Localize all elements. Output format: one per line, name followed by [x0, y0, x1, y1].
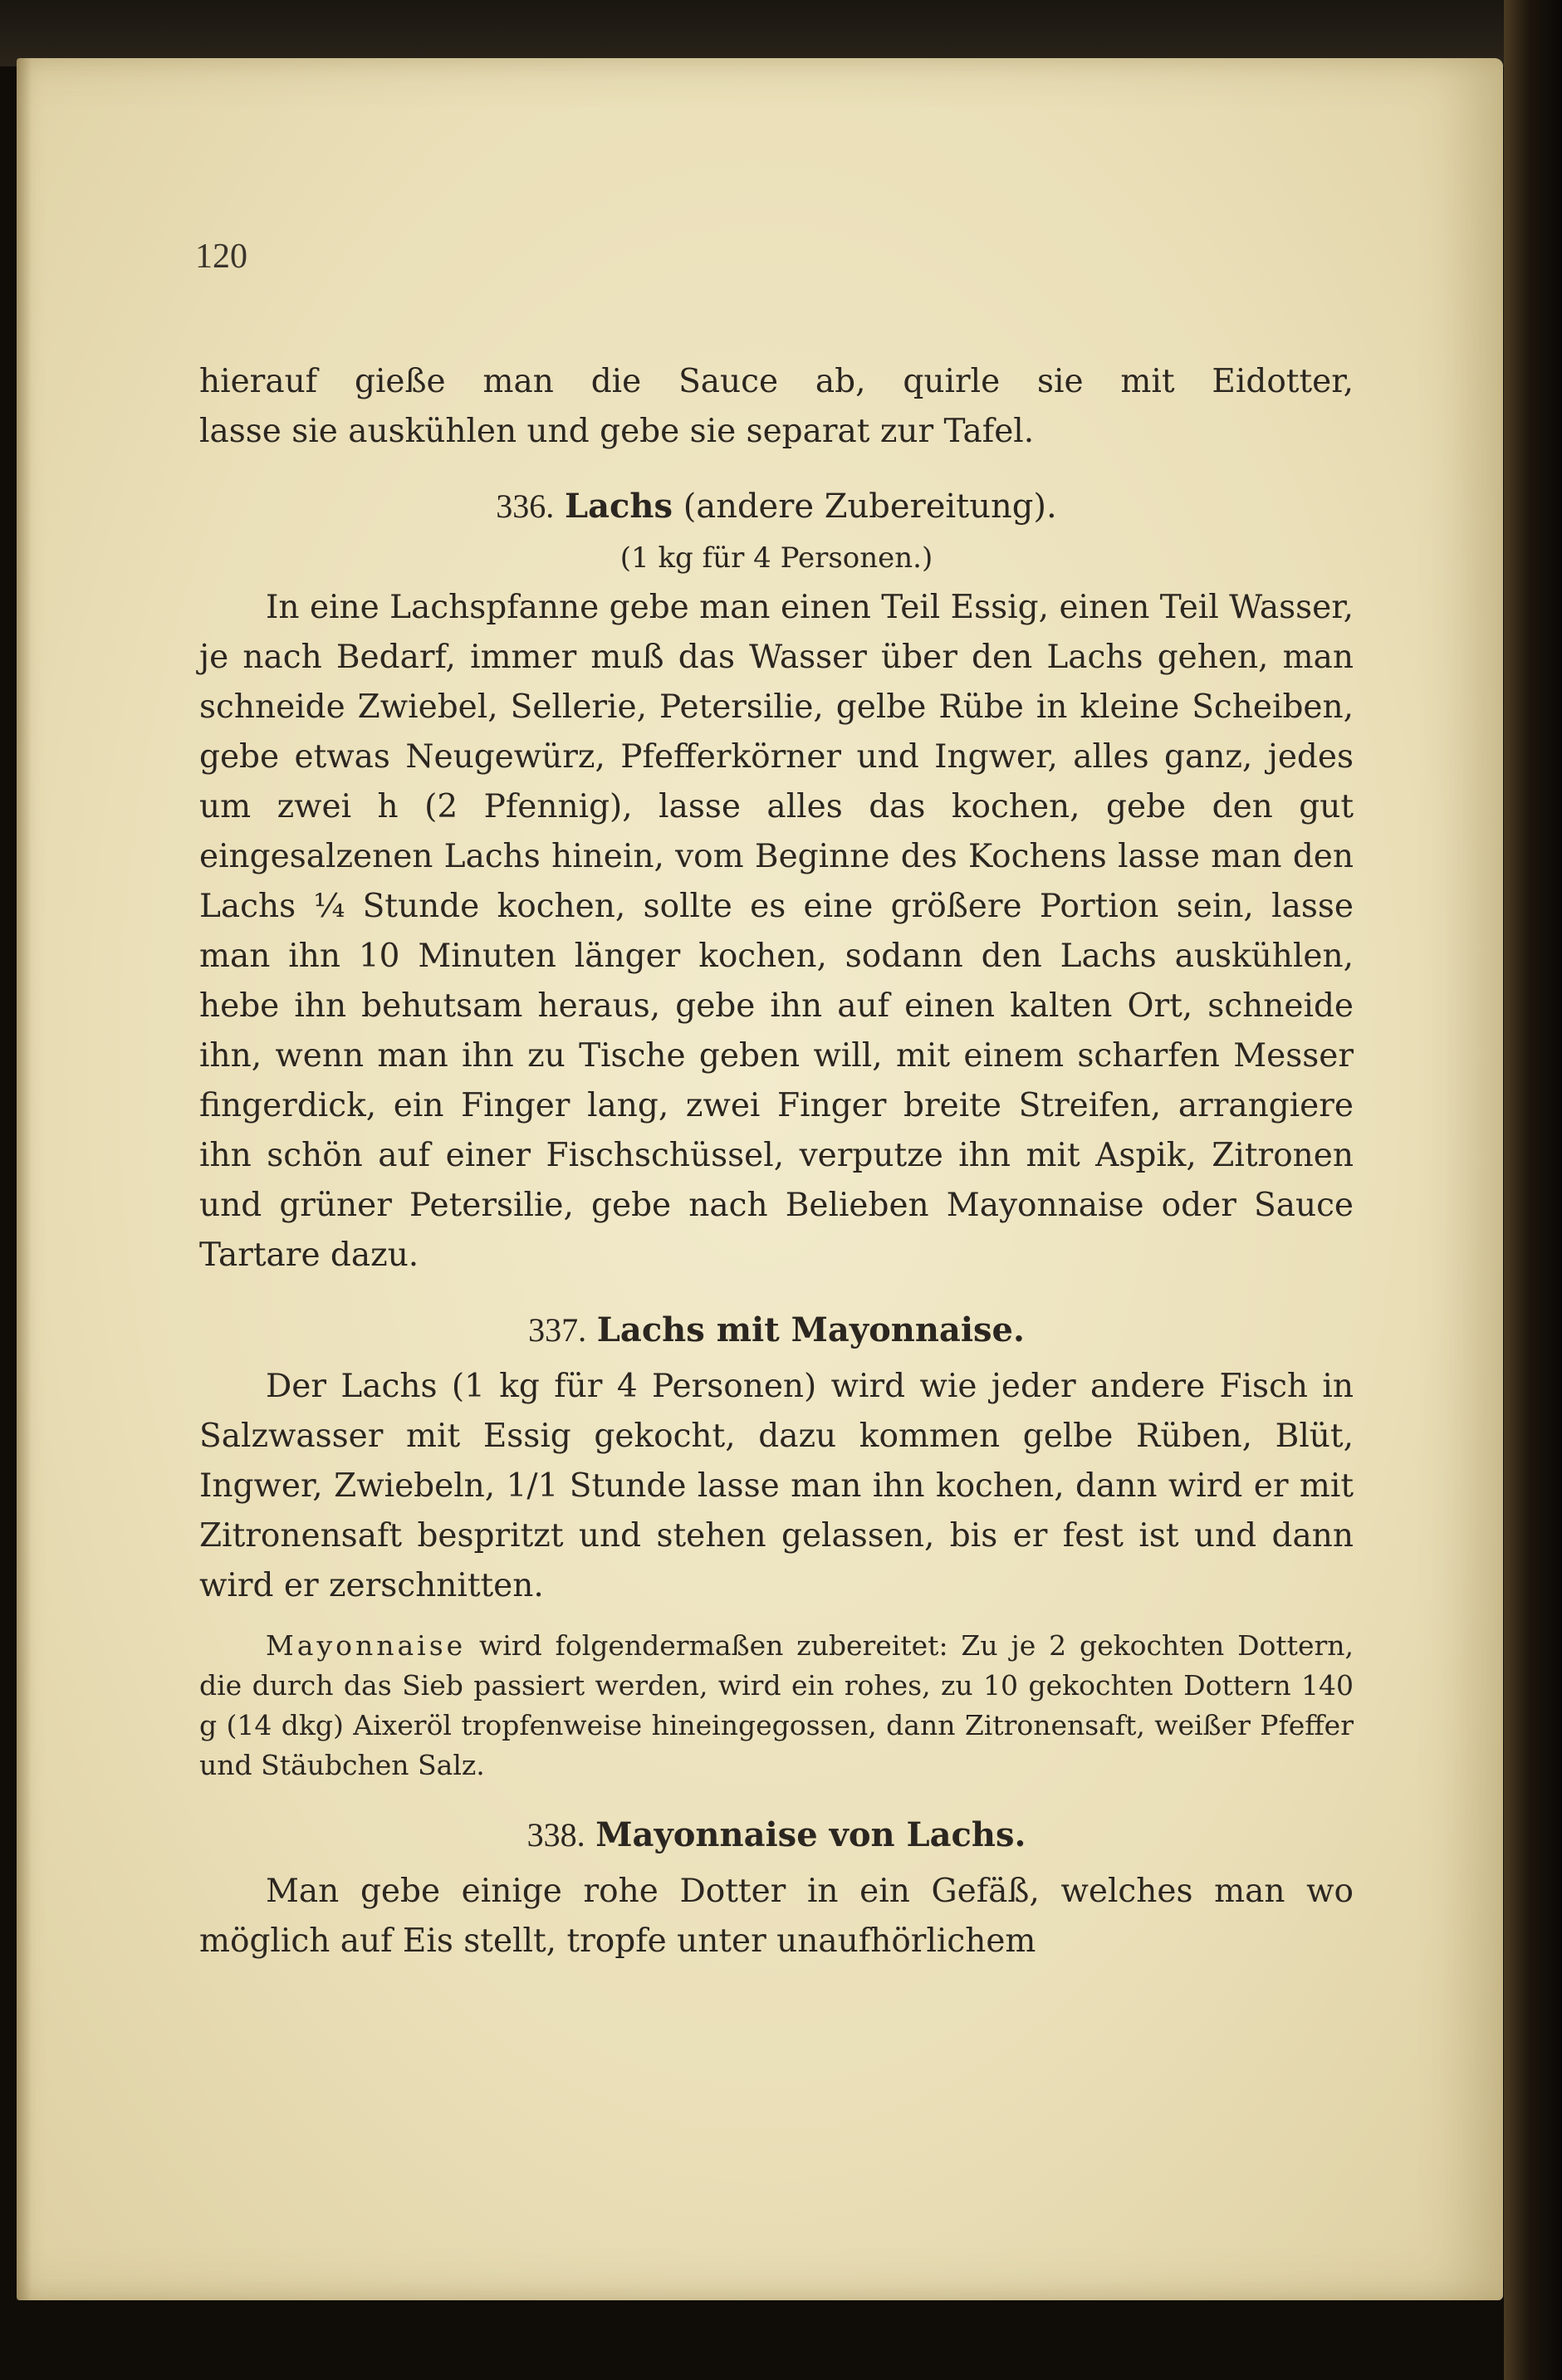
recipe-338-number: 338. — [526, 1816, 585, 1854]
mayonnaise-note-lead: Mayonnaise — [266, 1629, 467, 1662]
recipe-337-title: Lachs mit Mayonnaise. — [596, 1310, 1025, 1349]
intro-line-1: hierauf gieße man die Sauce ab, quirle sie mit Eidotter, — [199, 363, 1354, 400]
book-spine — [1504, 0, 1562, 2380]
recipe-336-title-note: (andere Zubereitung). — [683, 487, 1057, 526]
recipe-336-title: Lachs — [565, 487, 673, 526]
recipe-337-heading — [199, 1305, 1354, 1355]
recipe-336-number: 336. — [496, 487, 555, 525]
scan-background — [0, 0, 1562, 66]
recipe-336-body: In eine Lachspfanne gebe man einen Teil Essig, einen Teil Wasser, je nach Bedarf, immer muß das Wasser über den Lachs gehen, man schneide Zwiebel, Sellerie, Petersilie, gelbe Rübe in kleine Scheiben, gebe etwas Neugewürz, Pfefferkörner und Ingwer, alles ganz, jedes um zwei h (2 Pfennig), lasse alles das kochen, gebe den gut eingesalzenen Lachs hinein, vom Beginne des Kochens lasse man den Lachs ¼ Stunde kochen, sollte es eine größere Portion sein, lasse man ihn 10 Minuten länger kochen, sodann den Lachs auskühlen, hebe ihn behutsam heraus, gebe ihn auf einen kalten Ort, schneide ihn, wenn man ihn zu Tische geben will, mit einem scharfen Messer fingerdick, ein Finger lang, zwei Finger breite Streifen, arrangiere ihn schön auf einer Fischschüssel, verputze ihn mit Aspik, Zitronen und grüner Petersilie, gebe nach Belieben Mayonnaise oder Sauce Tartare dazu. — [199, 589, 1354, 1274]
intro-line-2: lasse sie auskühlen und gebe sie separat zur Tafel. — [199, 413, 1035, 450]
recipe-336-heading — [199, 482, 1354, 531]
page-edge-shadow — [17, 58, 32, 2300]
mayonnaise-note-text: wird folgendermaßen zubereitet: Zu je 2 gekochten Dottern, die durch das Sieb passiert werden, wird ein rohes, zu 10 gekochten Dottern 140 g (14 dkg) Aixeröl tropfenweise hineingegossen, dann Zitronensaft, weißer Pfeffer und Stäubchen Salz. — [199, 1629, 1354, 1781]
recipe-338-body: Man gebe einige rohe Dotter in ein Gefäß, welches man wo möglich auf Eis stellt, tropfe unter unaufhörlichem — [199, 1873, 1354, 1960]
page-text — [199, 357, 1354, 1966]
recipe-338-heading — [199, 1810, 1354, 1860]
mayonnaise-note — [199, 1626, 1354, 1785]
recipe-337-body: Der Lachs (1 kg für 4 Personen) wird wie jeder andere Fisch in Salzwasser mit Essig gekocht, dazu kommen gelbe Rüben, Blüt, Ingwer, Zwiebeln, 1/1 Stunde lasse man ihn kochen, dann wird er mit Zitronensaft bespritzt und stehen gelassen, bis er fest ist und dann wird er zerschnitten. — [199, 1368, 1354, 1604]
recipe-336-subtitle: (1 kg für 4 Personen.) — [619, 541, 933, 575]
page-number: 120 — [195, 238, 247, 276]
recipe-338-title: Mayonnaise von Lachs. — [595, 1815, 1026, 1854]
recipe-337-number: 337. — [528, 1311, 587, 1349]
